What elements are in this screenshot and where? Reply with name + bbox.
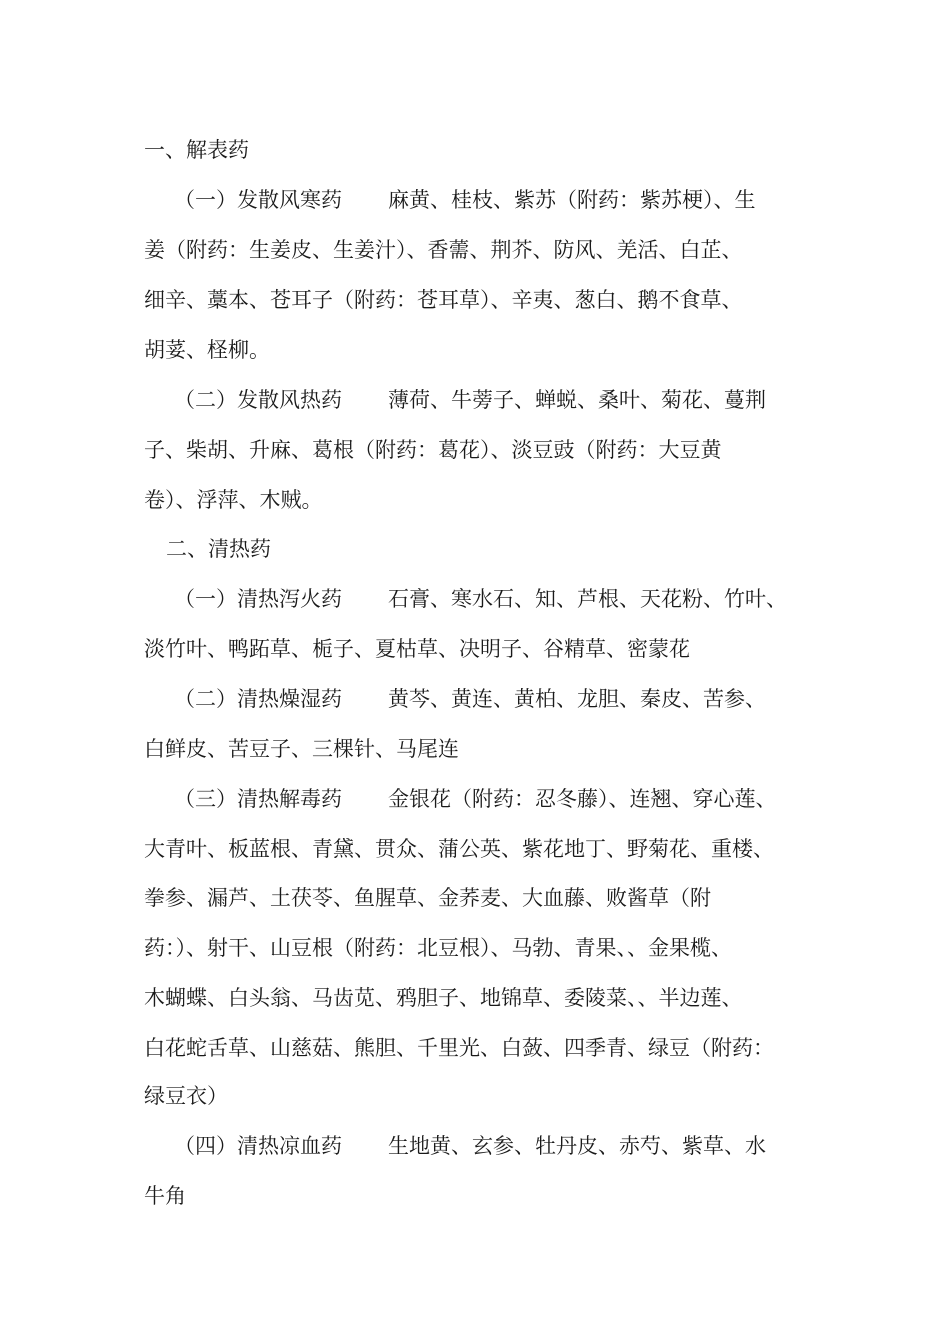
herb-list-line: 胡荽、柽柳。 [144,338,270,362]
subsection-line [174,386,766,414]
herb-list-line: 薄荷、牛蒡子、蝉蜕、桑叶、菊花、蔓荆 [388,388,766,412]
herb-list-line: 淡竹叶、鸭跖草、栀子、夏枯草、决明子、谷精草、密蒙花 [144,637,690,661]
herb-list-line: 细辛、藁本、苍耳子（附药：苍耳草）、辛夷、葱白、鹅不食草、 [144,288,743,312]
herb-list-line: 子、柴胡、升麻、葛根（附药：葛花）、淡豆豉（附药：大豆黄 [144,438,722,462]
herb-list-line: 姜（附药：生姜皮、生姜汁）、香薷、荆芥、防风、羌活、白芷、 [144,238,743,262]
subsection-label: （三）清热解毒药 [174,787,342,811]
subsection-line [174,585,787,613]
herb-list-line: 拳参、漏芦、土茯苓、鱼腥草、金荞麦、大血藤、败酱草（附 [144,886,711,910]
herb-list-line: 生地黄、玄参、牡丹皮、赤芍、紫草、水 [388,1134,766,1158]
herb-list-line: 白鲜皮、苦豆子、三棵针、马尾连 [144,737,459,761]
subsection-line [174,1132,766,1160]
herb-list-line: 白花蛇舌草、山慈菇、熊胆、千里光、白蔹、四季青、绿豆（附药： [144,1036,774,1060]
herb-list-line: 卷）、浮萍、木贼。 [144,488,323,512]
section-heading: 一、解表药 [144,138,249,162]
subsection-line [174,186,756,214]
herb-list-line: 绿豆衣） [144,1084,228,1108]
herb-list-line: 牛角 [144,1184,186,1208]
subsection-line [174,685,766,713]
herb-list-line: 药：）、射干、山豆根（附药：北豆根）、马勃、青果、、金果榄、 [144,936,732,960]
subsection-label: （一）发散风寒药 [174,188,342,212]
section-heading: 二、清热药 [166,537,271,561]
herb-list-line: 麻黄、桂枝、紫苏（附药：紫苏梗）、生 [388,188,756,212]
herb-list-line: 木蝴蝶、白头翁、马齿苋、鸦胆子、地锦草、委陵菜、、半边莲、 [144,986,743,1010]
subsection-label: （一）清热泻火药 [174,587,342,611]
herb-list-line: 大青叶、板蓝根、青黛、贯众、蒲公英、紫花地丁、野菊花、重楼、 [144,837,774,861]
herb-list-line: 黄芩、黄连、黄柏、龙胆、秦皮、苦参、 [388,687,766,711]
subsection-label: （二）发散风热药 [174,388,342,412]
subsection-line [174,785,777,813]
herb-list-line: 金银花（附药：忍冬藤）、连翘、穿心莲、 [388,787,777,811]
herb-list-line: 石膏、寒水石、知、芦根、天花粉、竹叶、 [388,587,787,611]
subsection-label: （四）清热凉血药 [174,1134,342,1158]
subsection-label: （二）清热燥湿药 [174,687,342,711]
